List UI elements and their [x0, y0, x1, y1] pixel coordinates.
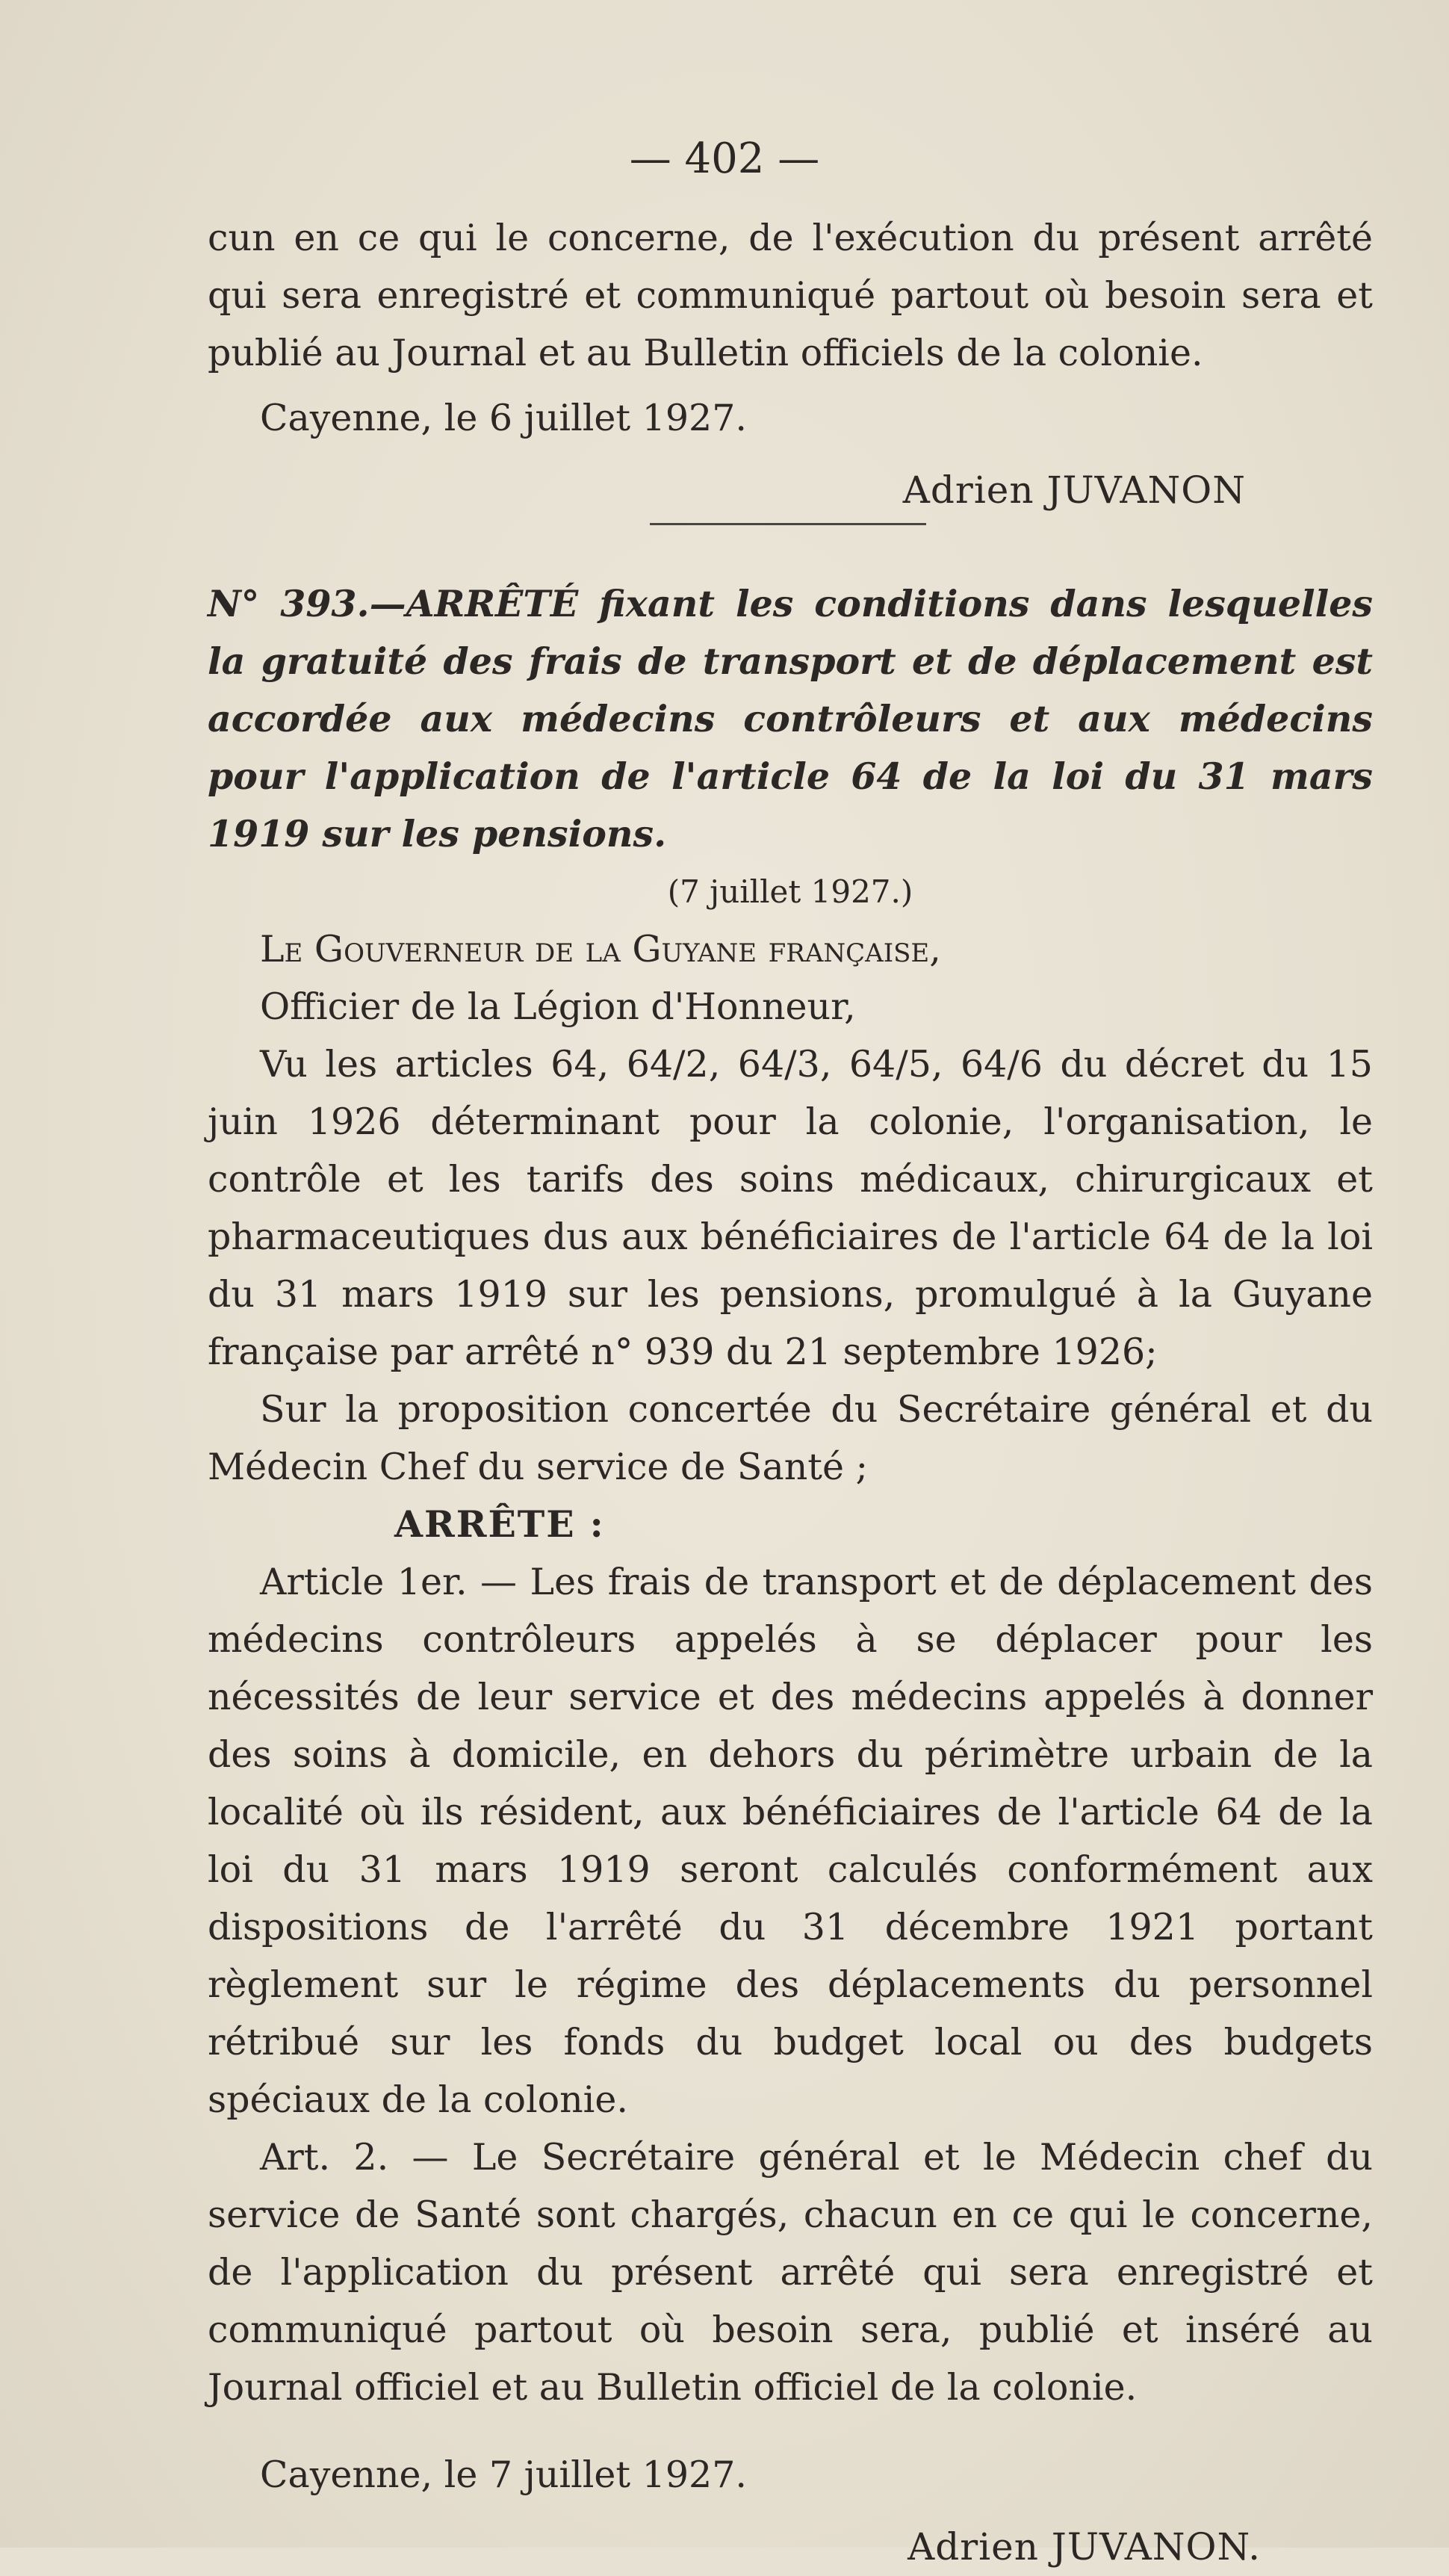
officer-line: Officier de la Légion d'Honneur, [260, 985, 856, 1028]
page-number: — 402 — [629, 134, 820, 183]
article-2: Art. 2. — Le Secrétaire général et le Médecin chef du service de Santé sont chargés, chacun en ce qui le concerne, de l'application du présent arrêté qui sera enregistré et communiqué partout où besoin sera, publié et inséré au Journal officiel et au Bulletin officiel de la colonie. [208, 2136, 1373, 2409]
arrete-heading: N° 393.—ARRÊTÉ fixant les conditions dans lesquelles la gratuité des frais de transport et de déplacement est accordée aux médecins contrôleurs et aux médecins pour l'application de l'article 64 de la loi du 31 mars 1919 sur les pensions. [208, 582, 1373, 855]
arrete-date: (7 juillet 1927.) [667, 873, 913, 910]
signature-2: Adrien JUVANON. [907, 2525, 1261, 2569]
closing-paragraph: cun en ce qui le concerne, de l'exécution du présent arrêté qui sera enregistré et communiqué partout où besoin sera et publié au Journal et au Bulletin officiels de la colonie. [208, 217, 1373, 374]
signature: Adrien JUVANON [902, 468, 1246, 512]
separator-rule [650, 523, 926, 525]
previous-arrete-ending [208, 209, 1373, 519]
vu-paragraph: Vu les articles 64, 64/2, 64/3, 64/5, 64/6 du décret du 15 juin 1926 déterminant pour la colonie, l'organisation, le contrôle et les tarifs des soins médicaux, chirurgicaux et pharmaceutiques dus aux bénéficiaires de l'article 64 de la loi du 31 mars 1919 sur les pensions, promulgué à la Guyane française par arrêté n° 939 du 21 septembre 1926; [208, 1043, 1373, 1373]
arrete-label: ARRÊTE : [394, 1502, 605, 1546]
arrete-393 [208, 575, 1373, 2576]
place-date: Cayenne, le 6 juillet 1927. [260, 397, 747, 439]
governor-line: Le Gouverneur de la Guyane française, [260, 928, 941, 970]
article-1: Article 1er. — Les frais de transport et de déplacement des médecins contrôleurs appelés à se déplacer pour les nécessités de leur service et des médecins appelés à donner des soins à domicile, en dehors du périmètre urbain de la localité où ils résident, aux bénéficiaires de l'article 64 de la loi du 31 mars 1919 seront calculés conformément aux dispositions de l'arrêté du 31 décembre 1921 portant règlement sur le régime des déplacements du personnel rétribué sur les fonds du budget local ou des budgets spéciaux de la colonie. [208, 1561, 1373, 2121]
place-date-2: Cayenne, le 7 juillet 1927. [260, 2453, 747, 2496]
sur-paragraph: Sur la proposition concertée du Secrétaire général et du Médecin Chef du service de Santé ; [208, 1388, 1373, 1488]
